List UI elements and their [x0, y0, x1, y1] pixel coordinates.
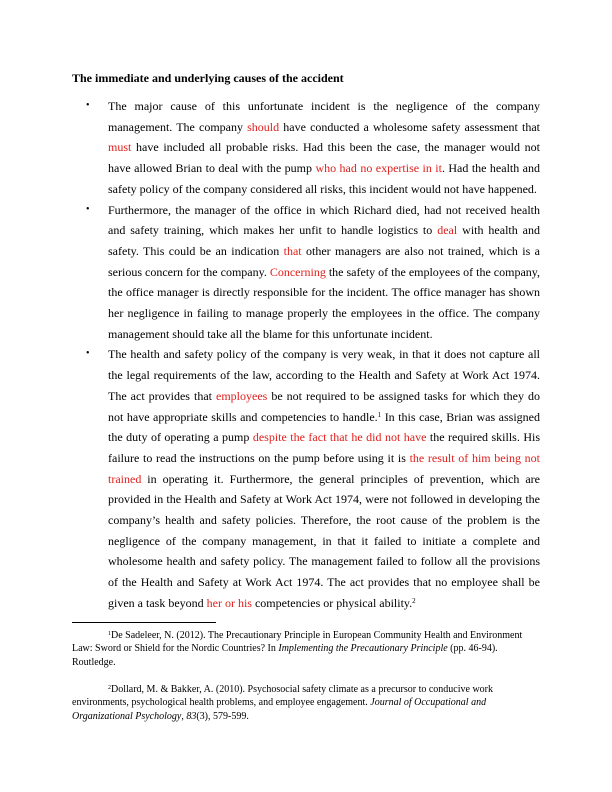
highlighted-text: deal — [437, 223, 458, 238]
bullet-icon: • — [86, 348, 90, 360]
text-run: In this case, Brian was assigned the duty of operating a pump — [108, 409, 540, 445]
text-run: the required skills. His failure to read the instructions on the pump before using it is — [108, 430, 540, 465]
footnote-text: , — [181, 710, 187, 722]
footnote-number: 1 — [108, 631, 111, 637]
footnote-text: De Sadeleer, N. (2012). The Precautionary Principle in European Community Health and Environment Law: Sword or Shield for the Nordic Countries? In — [72, 630, 523, 655]
highlighted-text: must — [108, 140, 132, 155]
footnote-reference: 2 — [412, 596, 416, 605]
bullet-icon: • — [86, 100, 90, 111]
text-run: other managers are also not trained, which is a serious concern for the company. — [108, 243, 540, 279]
text-run: Furthermore, the manager of the office in which Richard died, had not received health and safety training, which makes her unfit to handle logistics to — [108, 202, 540, 238]
text-run: the safety of the employees of the company, the office manager is directly responsible for the incident. The office manager has shown her negligence in failing to manage properly the employees in the office. The company management should take all the blame for this unfortunate incident. — [108, 264, 540, 341]
text-run: The major cause of this unfortunate incident is the negligence of the company management. The company — [108, 99, 540, 134]
footnote-title: Implementing the Precautionary Principle — [278, 643, 448, 655]
highlighted-text: that — [283, 243, 302, 258]
footnote-2 — [72, 683, 540, 723]
text-run: competencies or physical ability. — [251, 595, 413, 610]
footnote-1 — [72, 629, 540, 669]
footnote-journal: Journal of Occupational and Organizational Psychology — [72, 697, 487, 722]
highlighted-text: despite the fact that he did not have — [252, 430, 427, 445]
footnote-text: (3), 579-599. — [196, 710, 249, 722]
text-run: . Had the health and safety policy of the company considered all risks, this incident would not have happened. — [108, 161, 540, 196]
text-run: have included all probable risks. Had this been the case, the manager would not have allowed Brian to deal with the pump — [108, 140, 540, 176]
footnote-text: (pp. 46-94). Routledge. — [72, 643, 498, 668]
text-run: in operating it. Furthermore, the general principles of prevention, which are provided in the Health and Safety at Work Act 1974, were not followed in developing the company’s health and safety policies. Therefore, the root cause of the problem is the negligence of the company management, in that it failed to initiate a complete and wholesome health and safety policy. The management failed to follow all the provisions of the Health and Safety at Work Act 1974. The act provides that no employee shall be given a task beyond — [108, 471, 540, 610]
paragraph-text — [108, 99, 540, 196]
bullet-item-1 — [72, 96, 540, 200]
footnote-reference: 1 — [377, 410, 382, 419]
footnote-text: Dollard, M. & Bakker, A. (2010). Psychosocial safety climate as a precursor to conducive work environments, psychological health problems, and employee engagement. — [72, 684, 493, 709]
paragraph-text — [108, 347, 540, 609]
text-run: have conducted a wholesome safety assessment that — [279, 119, 541, 134]
bullet-icon: • — [86, 203, 90, 215]
highlighted-text: who had no expertise in it — [315, 161, 442, 176]
highlighted-text: should — [247, 119, 280, 134]
bullet-item-2 — [72, 200, 540, 345]
highlighted-text: employees — [216, 388, 268, 403]
text-run: The health and safety policy of the company is very weak, in that it does not capture all the legal requirements of the law, according to the Health and Safety at Work Act 1974. The act provides that — [108, 347, 540, 403]
text-run: be not required to be assigned tasks for which they do not have appropriate skills and competencies to handle. — [108, 388, 541, 424]
paragraph-text — [108, 203, 540, 341]
highlighted-text: the result of him being not trained — [108, 450, 540, 486]
text-run: with health and safety. This could be an indication — [108, 223, 541, 258]
highlighted-text: Concerning — [269, 264, 326, 279]
bullet-list — [72, 96, 540, 614]
highlighted-text: her or his — [206, 595, 252, 610]
footnote-number: 2 — [108, 685, 111, 691]
footnote-separator — [72, 622, 216, 623]
footnote-volume: 83 — [186, 710, 197, 722]
section-heading: The immediate and underlying causes of the accident — [72, 71, 344, 85]
bullet-item-3 — [72, 344, 540, 613]
